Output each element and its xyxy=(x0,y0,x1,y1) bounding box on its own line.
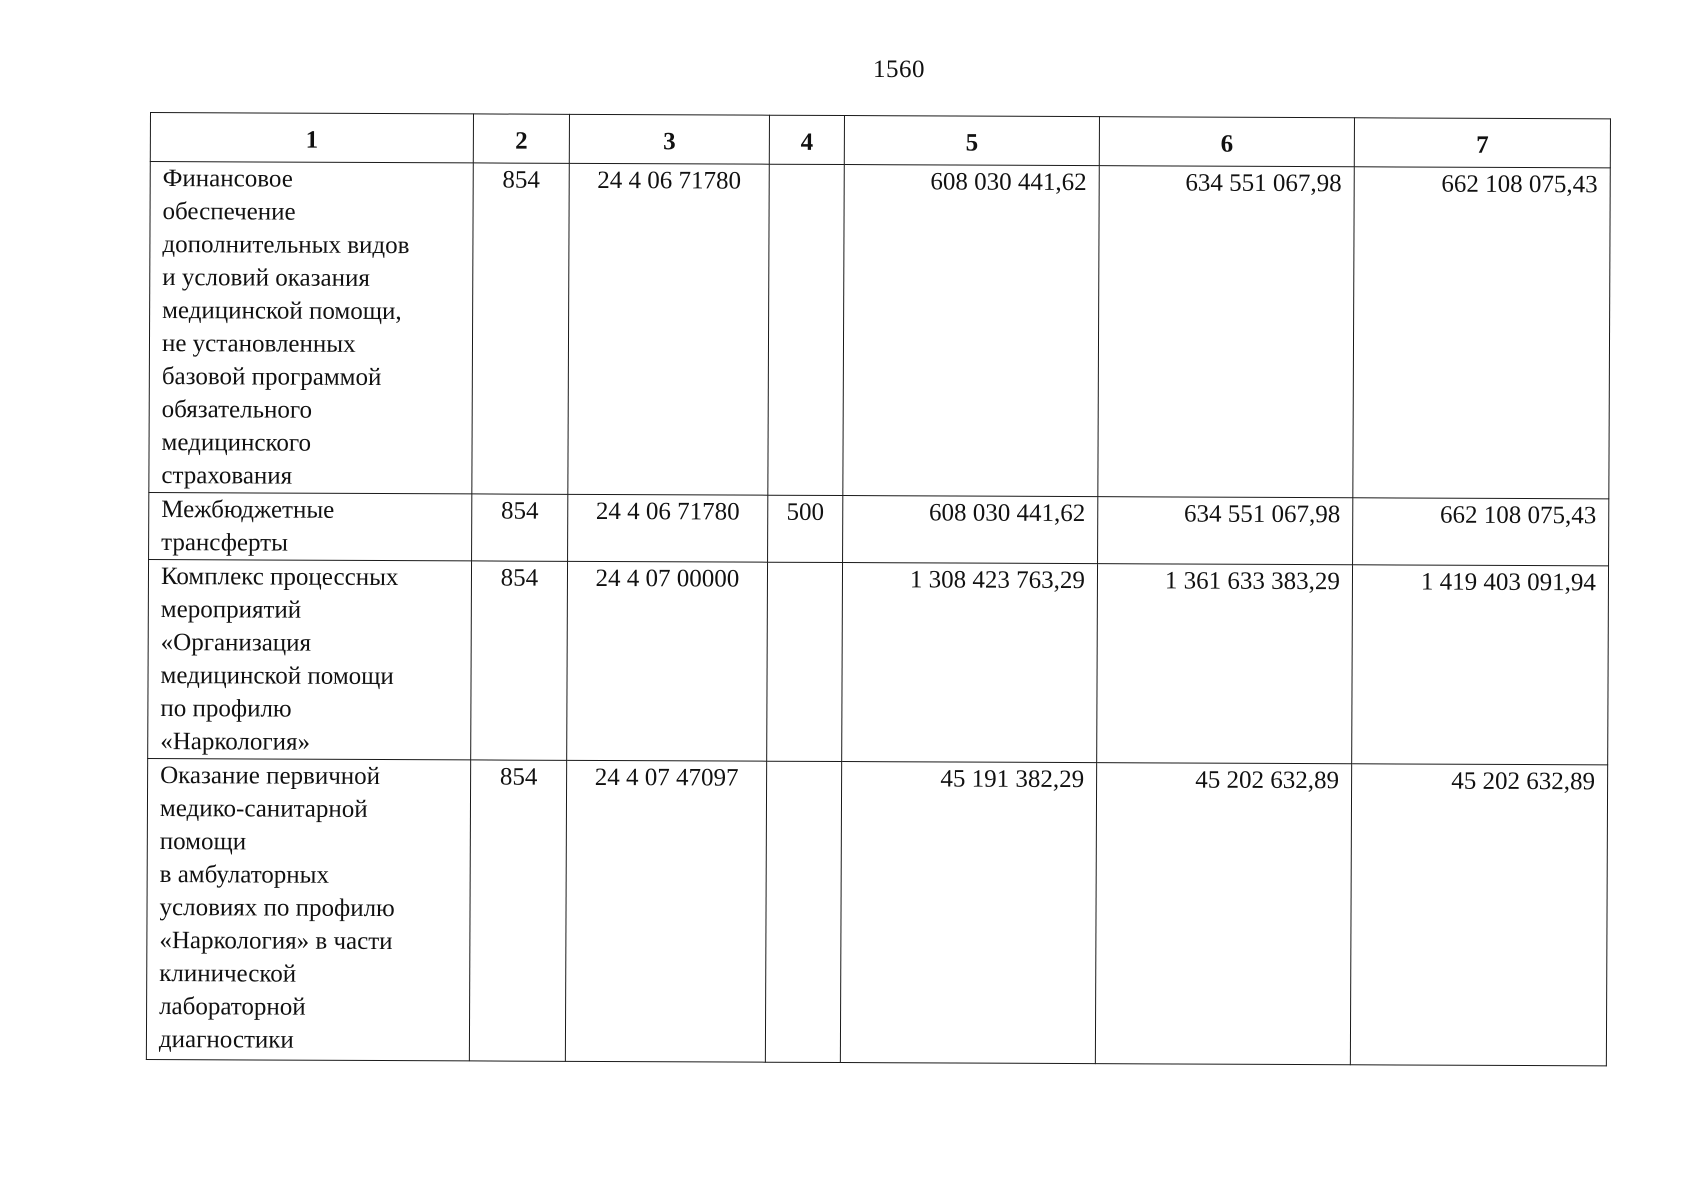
ministry-code-cell: 854 xyxy=(472,494,568,561)
target-item-code-cell: 24 4 07 47097 xyxy=(565,760,766,1062)
expense-type-cell xyxy=(765,761,841,1062)
amount-col6-cell: 634 551 067,98 xyxy=(1098,497,1353,565)
table-row xyxy=(149,162,1610,499)
amount-col5-cell: 608 030 441,62 xyxy=(843,496,1098,564)
table-row xyxy=(148,559,1609,764)
target-item-code-cell: 24 4 06 71780 xyxy=(568,163,769,495)
target-item-code-cell: 24 4 07 00000 xyxy=(567,561,768,761)
amount-col5-cell: 45 191 382,29 xyxy=(840,762,1096,1064)
target-item-code-cell: 24 4 06 71780 xyxy=(568,494,768,562)
column-header-6: 6 xyxy=(1099,117,1354,167)
amount-col7-cell: 45 202 632,89 xyxy=(1350,764,1607,1066)
expense-type-cell xyxy=(767,562,843,761)
header-row xyxy=(150,113,1610,168)
amount-col7-cell: 662 108 075,43 xyxy=(1353,167,1610,499)
row-name-cell: Комплекс процессных мероприятий «Организация медицинской помощи по профилю «Наркология» xyxy=(148,559,472,759)
table-container xyxy=(146,112,1611,1066)
amount-col5-cell: 1 308 423 763,29 xyxy=(842,563,1098,763)
amount-col6-cell: 634 551 067,98 xyxy=(1098,166,1354,498)
column-header-5: 5 xyxy=(844,116,1099,166)
table-row xyxy=(146,758,1607,1065)
amount-col5-cell: 608 030 441,62 xyxy=(843,165,1099,497)
amount-col6-cell: 1 361 633 383,29 xyxy=(1097,564,1353,764)
amount-col7-cell: 1 419 403 091,94 xyxy=(1352,565,1609,765)
budget-table xyxy=(146,112,1611,1066)
row-name-cell: Оказание первичной медико-санитарной помощи в амбулаторных условиях по профилю «Наркология» в части клинической лабораторной диагностики xyxy=(146,758,470,1060)
amount-col6-cell: 45 202 632,89 xyxy=(1095,763,1351,1065)
column-header-7: 7 xyxy=(1354,118,1610,168)
ministry-code-cell: 854 xyxy=(469,760,566,1061)
row-name-cell: Межбюджетные трансферты xyxy=(149,492,472,560)
column-header-2: 2 xyxy=(473,114,569,163)
expense-type-cell xyxy=(768,164,844,495)
page-number: 1560 xyxy=(873,56,925,83)
ministry-code-cell: 854 xyxy=(472,163,569,494)
row-name-cell: Финансовое обеспечение дополнительных видов и условий оказания медицинской помощи, не установленных базовой программой обязательного медицинского страхования xyxy=(149,162,473,494)
amount-col7-cell: 662 108 075,43 xyxy=(1353,498,1609,566)
column-header-1: 1 xyxy=(150,113,473,163)
ministry-code-cell: 854 xyxy=(471,561,568,760)
column-header-4: 4 xyxy=(769,115,844,164)
table-row xyxy=(149,492,1609,565)
expense-type-cell: 500 xyxy=(768,495,843,562)
column-header-3: 3 xyxy=(569,114,769,164)
